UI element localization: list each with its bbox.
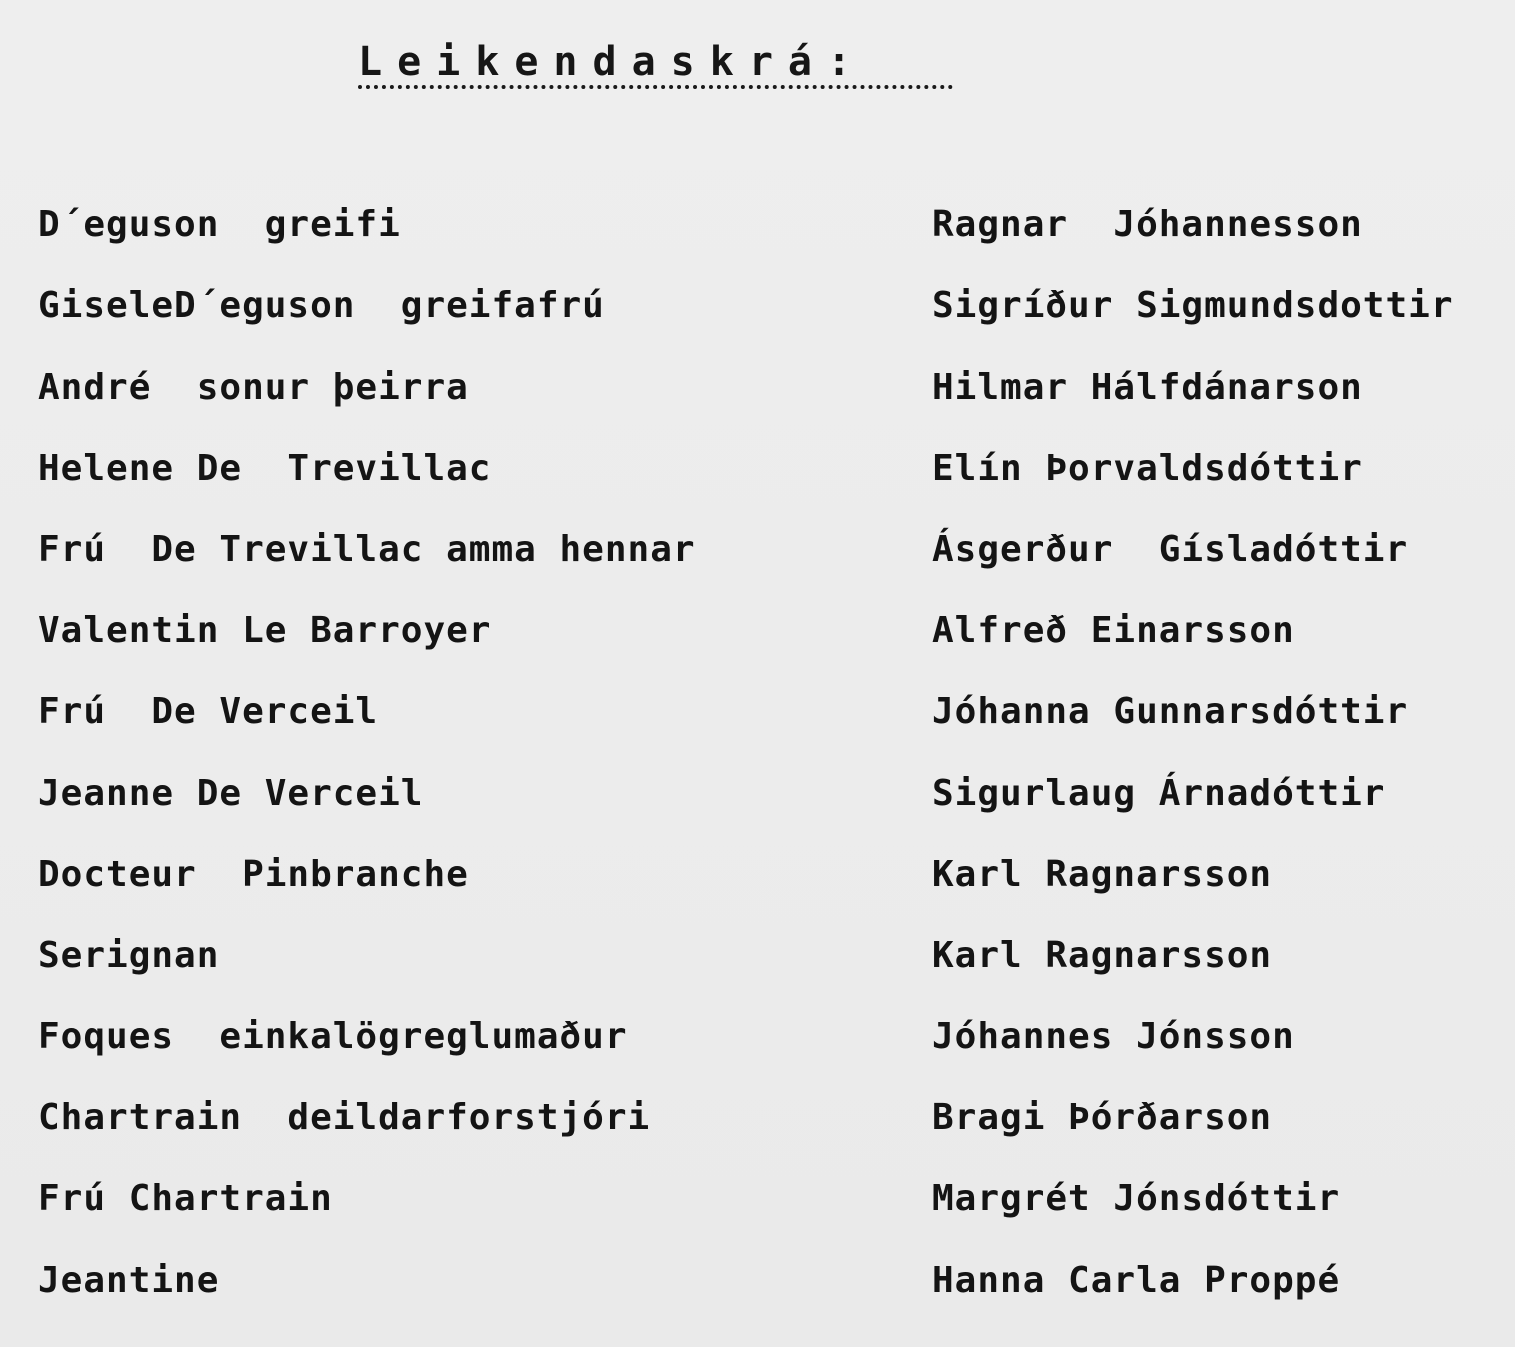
cast-row: [0, 772, 1515, 832]
cast-row: [0, 934, 1515, 994]
role-name: André sonur þeirra: [38, 367, 469, 408]
cast-row: [0, 203, 1515, 263]
role-name: Frú De Verceil: [38, 691, 379, 732]
role-name: Jeanne De Verceil: [38, 773, 424, 814]
actor-name: Sigurlaug Árnadóttir: [932, 773, 1386, 814]
role-name: Foques einkalögreglumaður: [38, 1016, 628, 1057]
cast-row: [0, 528, 1515, 588]
actor-name: Margrét Jónsdóttir: [932, 1178, 1341, 1219]
cast-row: [0, 366, 1515, 426]
title-dotted-underline: [358, 85, 953, 89]
cast-row: [0, 853, 1515, 913]
cast-row: [0, 1177, 1515, 1237]
cast-row: [0, 284, 1515, 344]
cast-row: [0, 1259, 1515, 1319]
role-name: Helene De Trevillac: [38, 448, 492, 489]
cast-row: [0, 609, 1515, 669]
actor-name: Elín Þorvaldsdóttir: [932, 448, 1363, 489]
actor-name: Hanna Carla Proppé: [932, 1260, 1341, 1301]
role-name: D´eguson greifi: [38, 204, 401, 245]
actor-name: Ásgerður Gísladóttir: [932, 529, 1409, 570]
cast-row: [0, 1096, 1515, 1156]
role-name: Valentin Le Barroyer: [38, 610, 492, 651]
actor-name: Karl Ragnarsson: [932, 935, 1273, 976]
role-name: Jeantine: [38, 1260, 220, 1301]
actor-name: Bragi Þórðarson: [932, 1097, 1273, 1138]
cast-row: [0, 447, 1515, 507]
role-name: Chartrain deildarforstjóri: [38, 1097, 651, 1138]
role-name: GiseleD´eguson greifafrú: [38, 285, 605, 326]
actor-name: Jóhannes Jónsson: [932, 1016, 1295, 1057]
actor-name: Jóhanna Gunnarsdóttir: [932, 691, 1409, 732]
role-name: Serignan: [38, 935, 220, 976]
role-name: Docteur Pinbranche: [38, 854, 469, 895]
role-name: Frú De Trevillac amma hennar: [38, 529, 696, 570]
actor-name: Karl Ragnarsson: [932, 854, 1273, 895]
cast-row: [0, 690, 1515, 750]
actor-name: Alfreð Einarsson: [932, 610, 1295, 651]
actor-name: Sigríður Sigmundsdottir: [932, 285, 1454, 326]
page-title: Leikendaskrá:: [358, 39, 867, 85]
actor-name: Ragnar Jóhannesson: [932, 204, 1363, 245]
role-name: Frú Chartrain: [38, 1178, 333, 1219]
actor-name: Hilmar Hálfdánarson: [932, 367, 1363, 408]
cast-row: [0, 1015, 1515, 1075]
